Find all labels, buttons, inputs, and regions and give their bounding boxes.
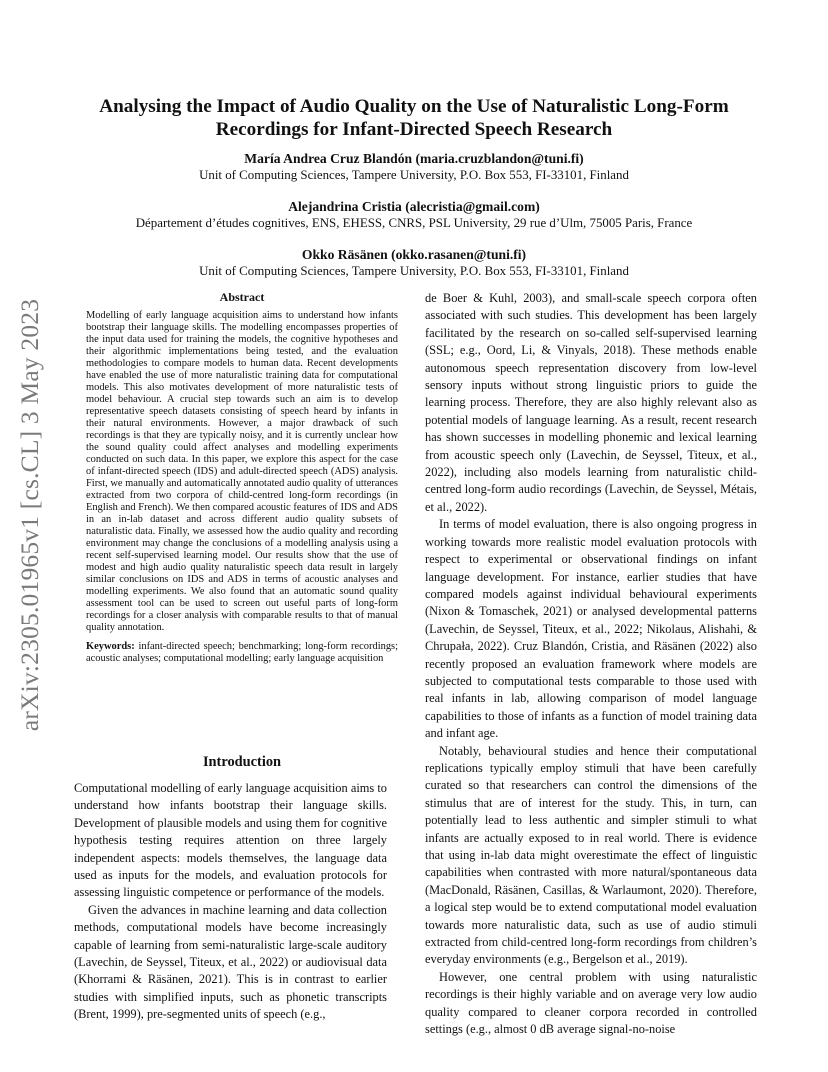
keywords-text: infant-directed speech; benchmarking; long-form recordings; acoustic analyses; computational modelling; early language acquisition [86, 641, 399, 664]
author-affiliation: Département d’études cognitives, ENS, EHESS, CNRS, PSL University, 29 rue d’Ulm, 75005 Paris, France [135, 216, 693, 230]
author-2 [70, 198, 758, 232]
arxiv-identifier-text: arXiv:2305.01965v1 [cs.CL] 3 May 2023 [15, 298, 44, 732]
intro-paragraph-1: Computational modelling of early language acquisition aims to understand how infants bootstrap their language skills. Development of plausible models and using them for cognitive hypothesis testing requires attention on three largely independent aspects: models themselves, the language data used as inputs for the models, and evaluation protocols for assessing linguistic competence or performance of the models. [74, 781, 387, 900]
abstract-heading: Abstract [219, 290, 265, 304]
introduction-body [74, 780, 387, 1024]
right-paragraph-4: However, one central problem with using naturalistic recordings is their highly variable and on average very low audio quality compared to cleaner corpora recorded in controlled settings (e.g., almost 0 dB average signal-no-noise [425, 969, 757, 1037]
abstract-section [86, 290, 398, 665]
intro-paragraph-2: Given the advances in machine learning and data collection methods, computational models have become increasingly capable of learning from semi-naturalistic large-scale auditory (Lavechin, de Seyssel, Titeux, et al., 2022) or audiovisual data (Khorrami & Räsänen, 2021). This is in contrast to earlier studies with simplified inputs, such as phonetic transcripts (Brent, 1999), pre-segmented units of speech (e.g., [74, 902, 387, 1022]
right-paragraph-2: In terms of model evaluation, there is also ongoing progress in working towards more realistic model evaluation protocols with respect to experimental or observational findings on infant language development. For instance, earlier studies that have compared models against individual behavioural experiments (Nixon & Tomaschek, 2021) or analysed developmental patterns (Lavechin, de Seyssel, Titeux, et al., 2022; Nikolaus, Alishahi, & Chrupała, 2022). Cruz Blandón, Cristia, and Räsänen (2022) also recently proposed an evaluation framework where models are subjected to computational tests comparable to those used with real infants in lab, allowing comparison of model language capabilities to those of infants as a function of model training data and infant age. [425, 517, 757, 741]
paper-title: Analysing the Impact of Audio Quality on the Use of Naturalistic Long-Form Recordings for Infant-Directed Speech Research [99, 96, 729, 140]
keywords-label: Keywords: [86, 641, 135, 652]
right-column [425, 290, 757, 1038]
keywords [86, 641, 398, 665]
author-name: Alejandrina Cristia (alecristia@gmail.com) [288, 199, 540, 214]
author-name: María Andrea Cruz Blandón (maria.cruzblandon@tuni.fi) [244, 151, 584, 166]
author-affiliation: Unit of Computing Sciences, Tampere University, P.O. Box 553, FI-33101, Finland [199, 168, 629, 182]
author-1 [70, 150, 758, 184]
arxiv-identifier [10, 290, 50, 740]
author-affiliation: Unit of Computing Sciences, Tampere University, P.O. Box 553, FI-33101, Finland [199, 264, 629, 278]
right-paragraph-3: Notably, behavioural studies and hence their computational replications typically employ stimuli that have been carefully curated so that researchers can control the dimensions of the stimulus that are of interest for the study. This, in turn, can potentially lead to less authentic and simpler stimuli to what infants are actually exposed to in real world. There is evidence that using in-lab data might overestimate the effect of linguistic capabilities when contrasted with more natural/spontaneous data (MacDonald, Räsänen, Casillas, & Warlaumont, 2020). Therefore, a logical step would be to extend computational model evaluation towards more naturalistic data, such as use of audio stimuli extracted from child-centred long-form recordings from children’s everyday environments (e.g., Bergelson et al., 2019). [425, 743, 757, 967]
right-paragraph-1: de Boer & Kuhl, 2003), and small-scale speech corpora often associated with such studies. This development has been largely facilitated by the research on so-called self-supervised learning (SSL; e.g., Oord, Li, & Vinyals, 2018). These methods enable autonomous speech representation discovery from low-level sensory inputs without strong linguistic priors to guide the learning process. Therefore, they are also highly relevant also as potential models of language learning. As a result, recent research has shown successes in modelling phonemic and lexical learning from acoustic speech only (Lavechin, de Seyssel, Titeux, et al., 2022), including also models learning from naturalistic child-centred long-form audio recordings (Lavechin, de Seyssel, Métais, et al., 2022). [425, 291, 757, 514]
author-name: Okko Räsänen (okko.rasanen@tuni.fi) [301, 247, 527, 262]
abstract-text: Modelling of early language acquisition aims to understand how infants bootstrap their language skills. The modelling encompasses properties of the input data used for training the models, the cognitive hypotheses and their algorithmic implementations being tested, and the evaluation methodologies to compare models to human data. Recent developments have enabled the use of more naturalistic training data for computational models. This also motivates development of more naturalistic tests of model behaviour. A crucial step towards such an aim is to develop representative speech datasets consisting of speech heard by infants in their natural environments. However, a major drawback of such recordings is that they are typically noisy, and it is currently unclear how the sound quality could affect analyses and modelling experiments conducted on such data. In this paper, we explore this aspect for the case of infant-directed speech (IDS) and adult-directed speech (ADS) analysis. First, we manually and automatically annotated audio quality of utterances extracted from two corpora of child-centred long-form recordings (in English and French). We then compared acoustic features of IDS and ADS in an in-lab dataset and across different audio quality subsets of naturalistic data. Finally, we assessed how the audio quality and recording environment may change the conclusions of a modelling analysis using a recent self-supervised learning model. Our results show that the use of modest and high audio quality naturalistic speech data result in largely similar conclusions on IDS and ADS in terms of acoustic analyses and modelling experiments. We also found that an automatic sound quality assessment tool can be used to screen out useful parts of long-form recordings for a closer analysis with comparable results to that of manual quality annotation. [86, 310, 398, 633]
introduction-heading: Introduction [202, 754, 282, 770]
author-3 [70, 246, 758, 280]
